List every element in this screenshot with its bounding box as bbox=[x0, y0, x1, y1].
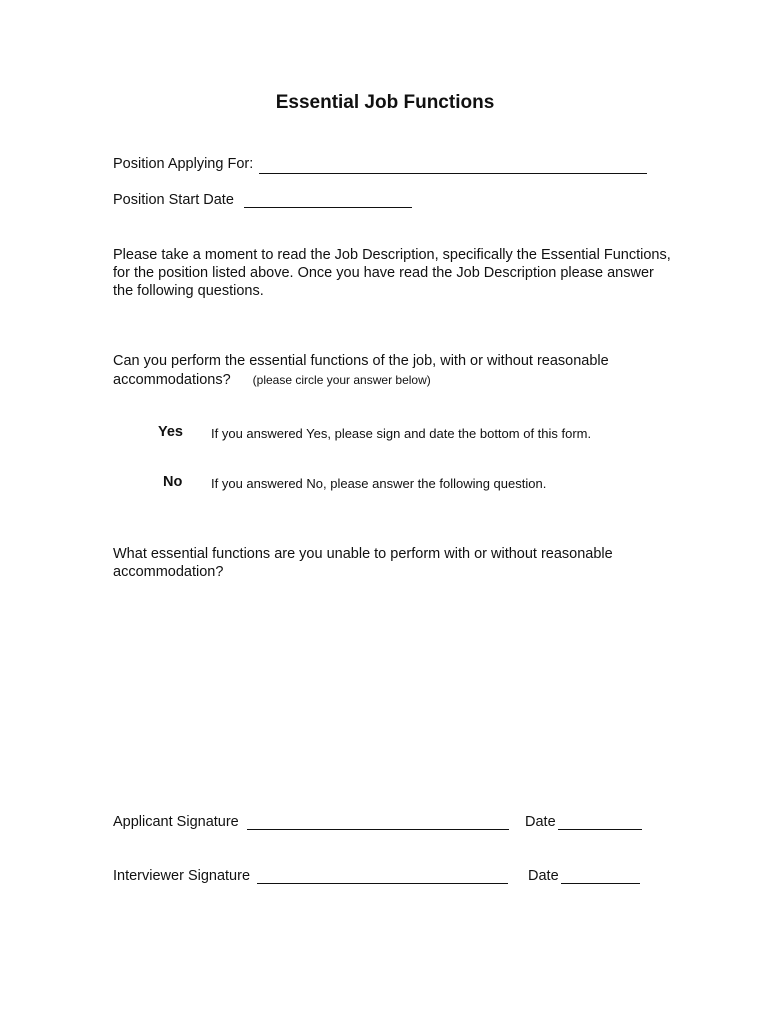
interviewer-signature-label: Interviewer Signature bbox=[113, 868, 251, 884]
question2-line2: accommodation? bbox=[113, 564, 224, 580]
interviewer-signature-field[interactable] bbox=[257, 883, 508, 884]
applicant-date-label: Date bbox=[525, 814, 556, 830]
question2-line1: What essential functions are you unable to perform with or without reasonable bbox=[113, 546, 613, 562]
applicant-date-field[interactable] bbox=[558, 829, 642, 830]
question2-answer-area[interactable] bbox=[113, 590, 653, 790]
position-applying-label: Position Applying For: bbox=[113, 156, 254, 172]
question1-line2: accommodations? bbox=[113, 372, 231, 388]
page-title: Essential Job Functions bbox=[275, 92, 495, 113]
applicant-signature-label: Applicant Signature bbox=[113, 814, 239, 830]
yes-option[interactable]: Yes bbox=[158, 424, 183, 440]
applicant-signature-field[interactable] bbox=[247, 829, 509, 830]
intro-paragraph: Please take a moment to read the Job Description, specifically the Essential Functions, for the position listed above. Once you have read the Job Description please answer the following questions. bbox=[113, 247, 671, 299]
question1-instruction: (please circle your answer below) bbox=[252, 373, 431, 387]
position-start-field[interactable] bbox=[244, 207, 412, 208]
question1-line1: Can you perform the essential functions of the job, with or without reasonable bbox=[113, 353, 609, 369]
no-option[interactable]: No bbox=[163, 474, 183, 490]
yes-instruction: If you answered Yes, please sign and date the bottom of this form. bbox=[211, 426, 592, 441]
position-applying-field[interactable] bbox=[259, 173, 647, 174]
interviewer-date-label: Date bbox=[528, 868, 559, 884]
position-start-label: Position Start Date bbox=[113, 192, 234, 208]
no-instruction: If you answered No, please answer the following question. bbox=[211, 476, 547, 491]
interviewer-date-field[interactable] bbox=[561, 883, 640, 884]
question1-line2-row bbox=[113, 371, 431, 389]
